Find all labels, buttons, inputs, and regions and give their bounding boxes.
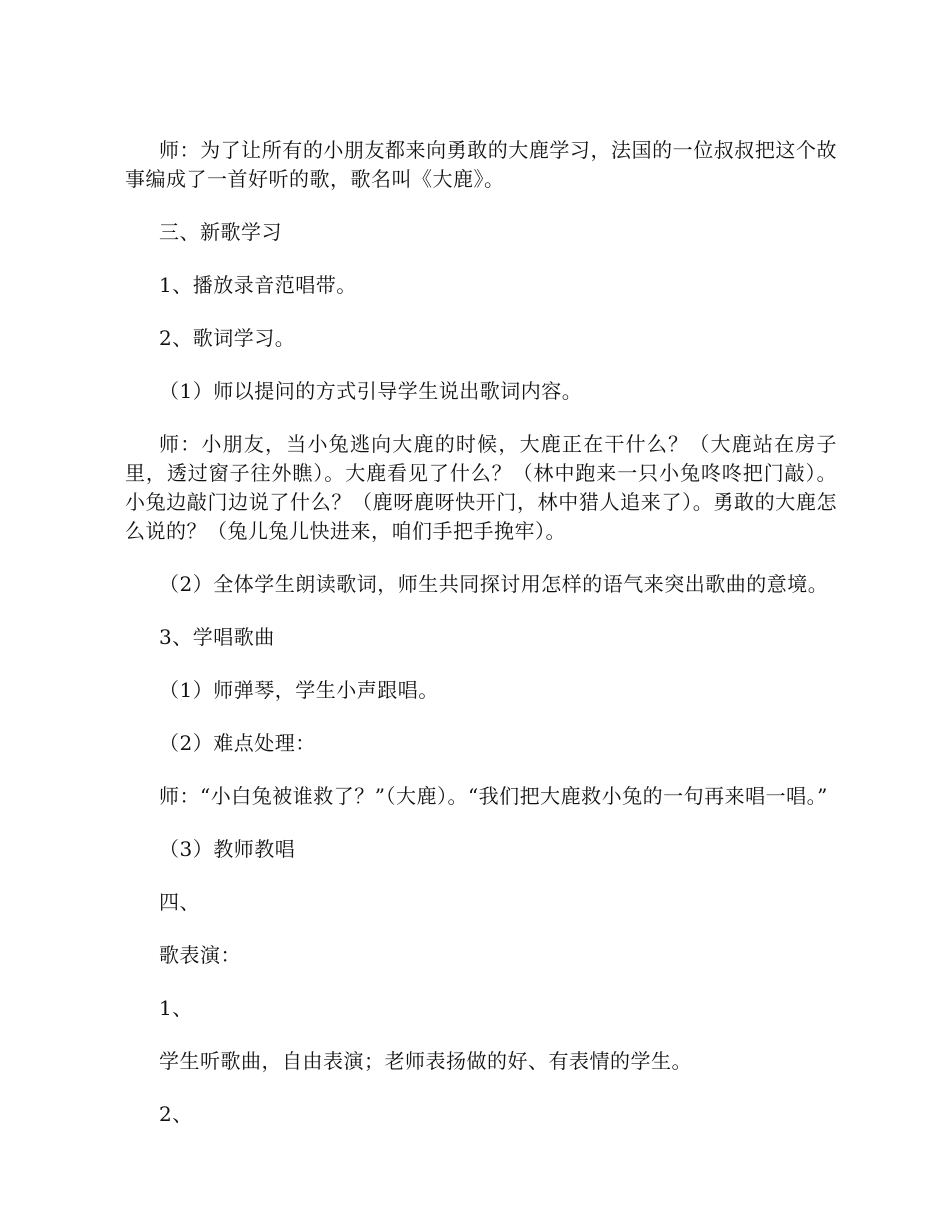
step-learn-singing: 3、学唱歌曲 bbox=[159, 625, 275, 649]
step-lyrics-learning: 2、歌词学习。 bbox=[159, 326, 296, 350]
paragraph-free-performance: 学生听歌曲，自由表演；老师表扬做的好、有表情的学生。 bbox=[159, 1049, 692, 1073]
substep-read-lyrics: （2）全体学生朗读歌词，师生共同探讨用怎样的语气来突出歌曲的意境。 bbox=[159, 572, 829, 596]
section-heading-new-song: 三、新歌学习 bbox=[159, 220, 282, 244]
paragraph-teacher-rabbit: 师：“小白兔被谁救了？”（大鹿）。“我们把大鹿救小兔的一句再来唱一唱。” bbox=[159, 784, 828, 808]
substep-piano-follow: （1）师弹琴，学生小声跟唱。 bbox=[159, 678, 439, 702]
step-one-label: 1、 bbox=[159, 996, 193, 1020]
step-play-recording: 1、播放录音范唱带。 bbox=[159, 273, 357, 297]
step-two-label: 2、 bbox=[159, 1102, 193, 1126]
document-body bbox=[125, 136, 837, 1153]
paragraph-intro: 师：为了让所有的小朋友都来向勇敢的大鹿学习，法国的一位叔叔把这个故事编成了一首好听的歌，歌名叫《大鹿》。 bbox=[125, 138, 837, 191]
section-song-performance: 歌表演： bbox=[159, 943, 241, 967]
paragraph-teacher-questions: 师：小朋友，当小兔逃向大鹿的时候，大鹿正在干什么？（大鹿站在房子里，透过窗子往外瞧）。大鹿看见了什么？（林中跑来一只小兔咚咚把门敲）。小兔边敲门边说了什么？（鹿呀鹿呀快开门，林中猎人追来了）。勇敢的大鹿怎么说的？（兔儿兔儿快进来，咱们手把手挽牢）。 bbox=[125, 432, 837, 543]
substep-question-guide: （1）师以提问的方式引导学生说出歌词内容。 bbox=[159, 379, 583, 403]
substep-teacher-teaches: （3）教师教唱 bbox=[159, 837, 296, 861]
section-heading-four: 四、 bbox=[159, 890, 200, 914]
substep-difficulty: （2）难点处理： bbox=[159, 731, 316, 755]
